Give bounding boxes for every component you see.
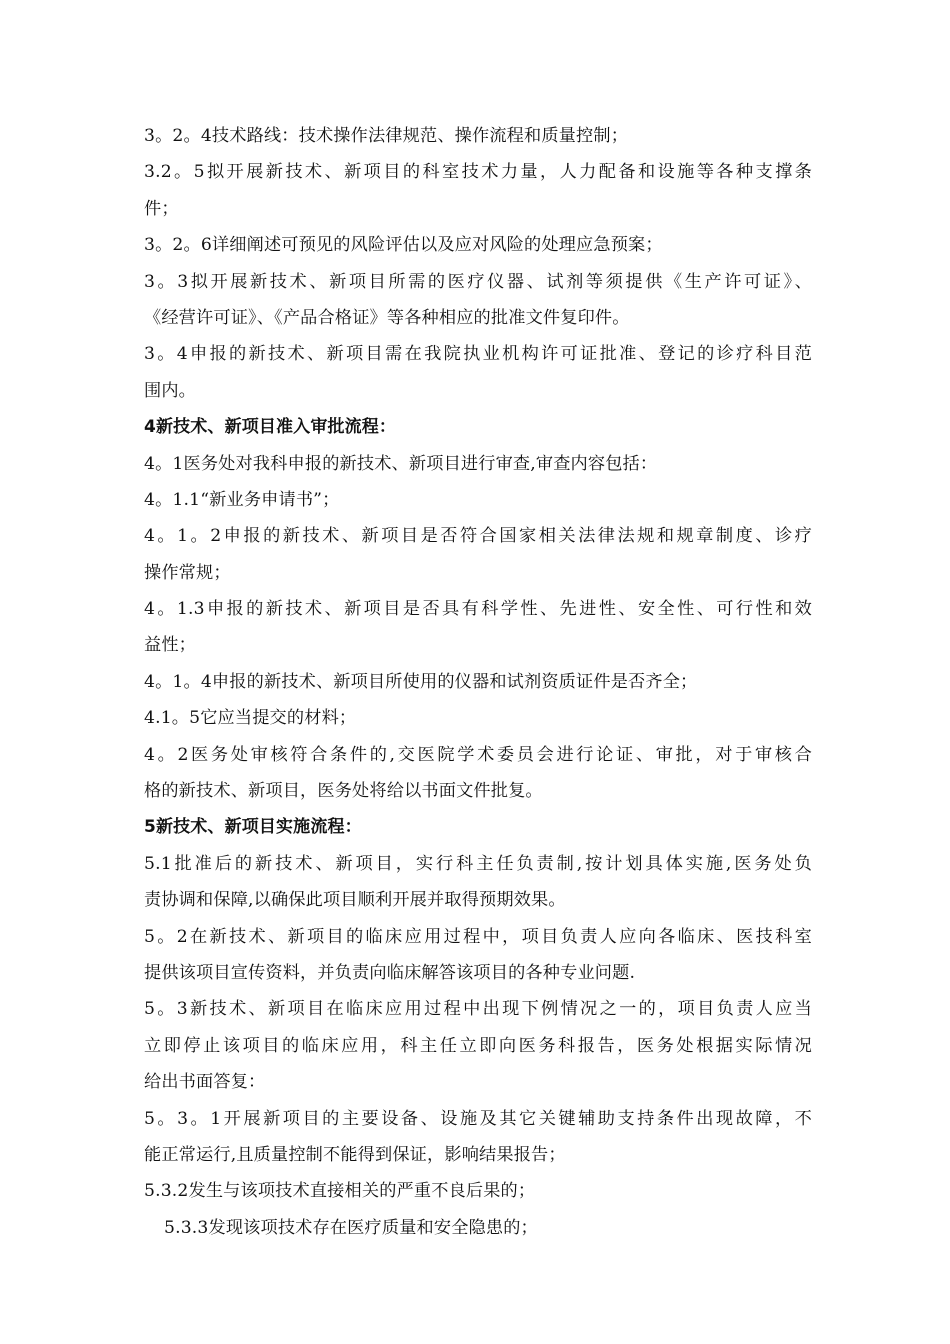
document-body: [144, 118, 812, 1246]
text-line: 责协调和保障,以确保此项目顺利开展并取得预期效果。: [144, 890, 566, 911]
text-line: 能正常运行,且质量控制不能得到保证，影响结果报告；: [144, 1144, 566, 1165]
text-line: 5。2在新技术、新项目的临床应用过程中，项目负责人应向各临床、医技科室: [144, 926, 812, 947]
text-line: 3。2。6详细阐述可预见的风险评估以及应对风险的处理应急预案；: [144, 235, 663, 256]
text-line: 3。4申报的新技术、新项目需在我院执业机构许可证批准、登记的诊疗科目范: [144, 344, 812, 365]
text-line: 3。3拟开展新技术、新项目所需的医疗仪器、试剂等须提供《生产许可证》、: [144, 271, 812, 292]
text-line: 《经营许可证》、《产品合格证》等各种相应的批准文件复印件。: [144, 307, 630, 328]
text-line: 4.1。5它应当提交的材料；: [144, 708, 357, 729]
text-line: 4。1.1“新业务申请书”；: [144, 489, 340, 510]
text-line: 4。1医务处对我科申报的新技术、新项目进行审查,审查内容包括：: [144, 453, 658, 474]
section-heading: 5新技术、新项目实施流程：: [144, 817, 362, 838]
text-line: 格的新技术、新项目，医务处将给以书面文件批复。: [144, 781, 543, 802]
text-line: 3。2。4技术路线：技术操作法律规范、操作流程和质量控制；: [144, 126, 629, 146]
text-line: 提供该项目宣传资料，并负责向临床解答该项目的各种专业问题.: [144, 962, 636, 983]
text-line: 4。2医务处审核符合条件的,交医院学术委员会进行论证、审批，对于审核合: [144, 744, 812, 765]
section-heading: 4新技术、新项目准入审批流程：: [144, 417, 397, 438]
text-line: 5。3新技术、新项目在临床应用过程中出现下例情况之一的，项目负责人应当: [144, 999, 812, 1020]
text-line: 4。1。4申报的新技术、新项目所使用的仪器和试剂资质证件是否齐全；: [144, 671, 698, 692]
text-line: 5.3.3发现该项技术存在医疗质量和安全隐患的；: [164, 1217, 538, 1238]
text-line: 4。1.3申报的新技术、新项目是否具有科学性、先进性、安全性、可行性和效: [144, 599, 812, 620]
text-line: 5.1批准后的新技术、新项目，实行科主任负责制,按计划具体实施,医务处负: [144, 853, 812, 874]
text-line: 5。3。1开展新项目的主要设备、设施及其它关键辅助支持条件出现故障，不: [144, 1108, 812, 1129]
text-line: 立即停止该项目的临床应用，科主任立即向医务科报告，医务处根据实际情况: [144, 1035, 812, 1056]
text-line: 4。1。2申报的新技术、新项目是否符合国家相关法律法规和规章制度、诊疗: [144, 526, 812, 547]
text-line: 5.3.2发生与该项技术直接相关的严重不良后果的；: [144, 1181, 536, 1202]
text-line: 益性；: [144, 635, 197, 656]
text-line: 3.2。5拟开展新技术、新项目的科室技术力量，人力配备和设施等各种支撑条: [144, 162, 812, 183]
text-line: 件；: [144, 198, 179, 219]
text-line: 围内。: [144, 380, 197, 401]
text-line: 操作常规；: [144, 562, 231, 583]
text-line: 给出书面答复：: [144, 1072, 266, 1093]
